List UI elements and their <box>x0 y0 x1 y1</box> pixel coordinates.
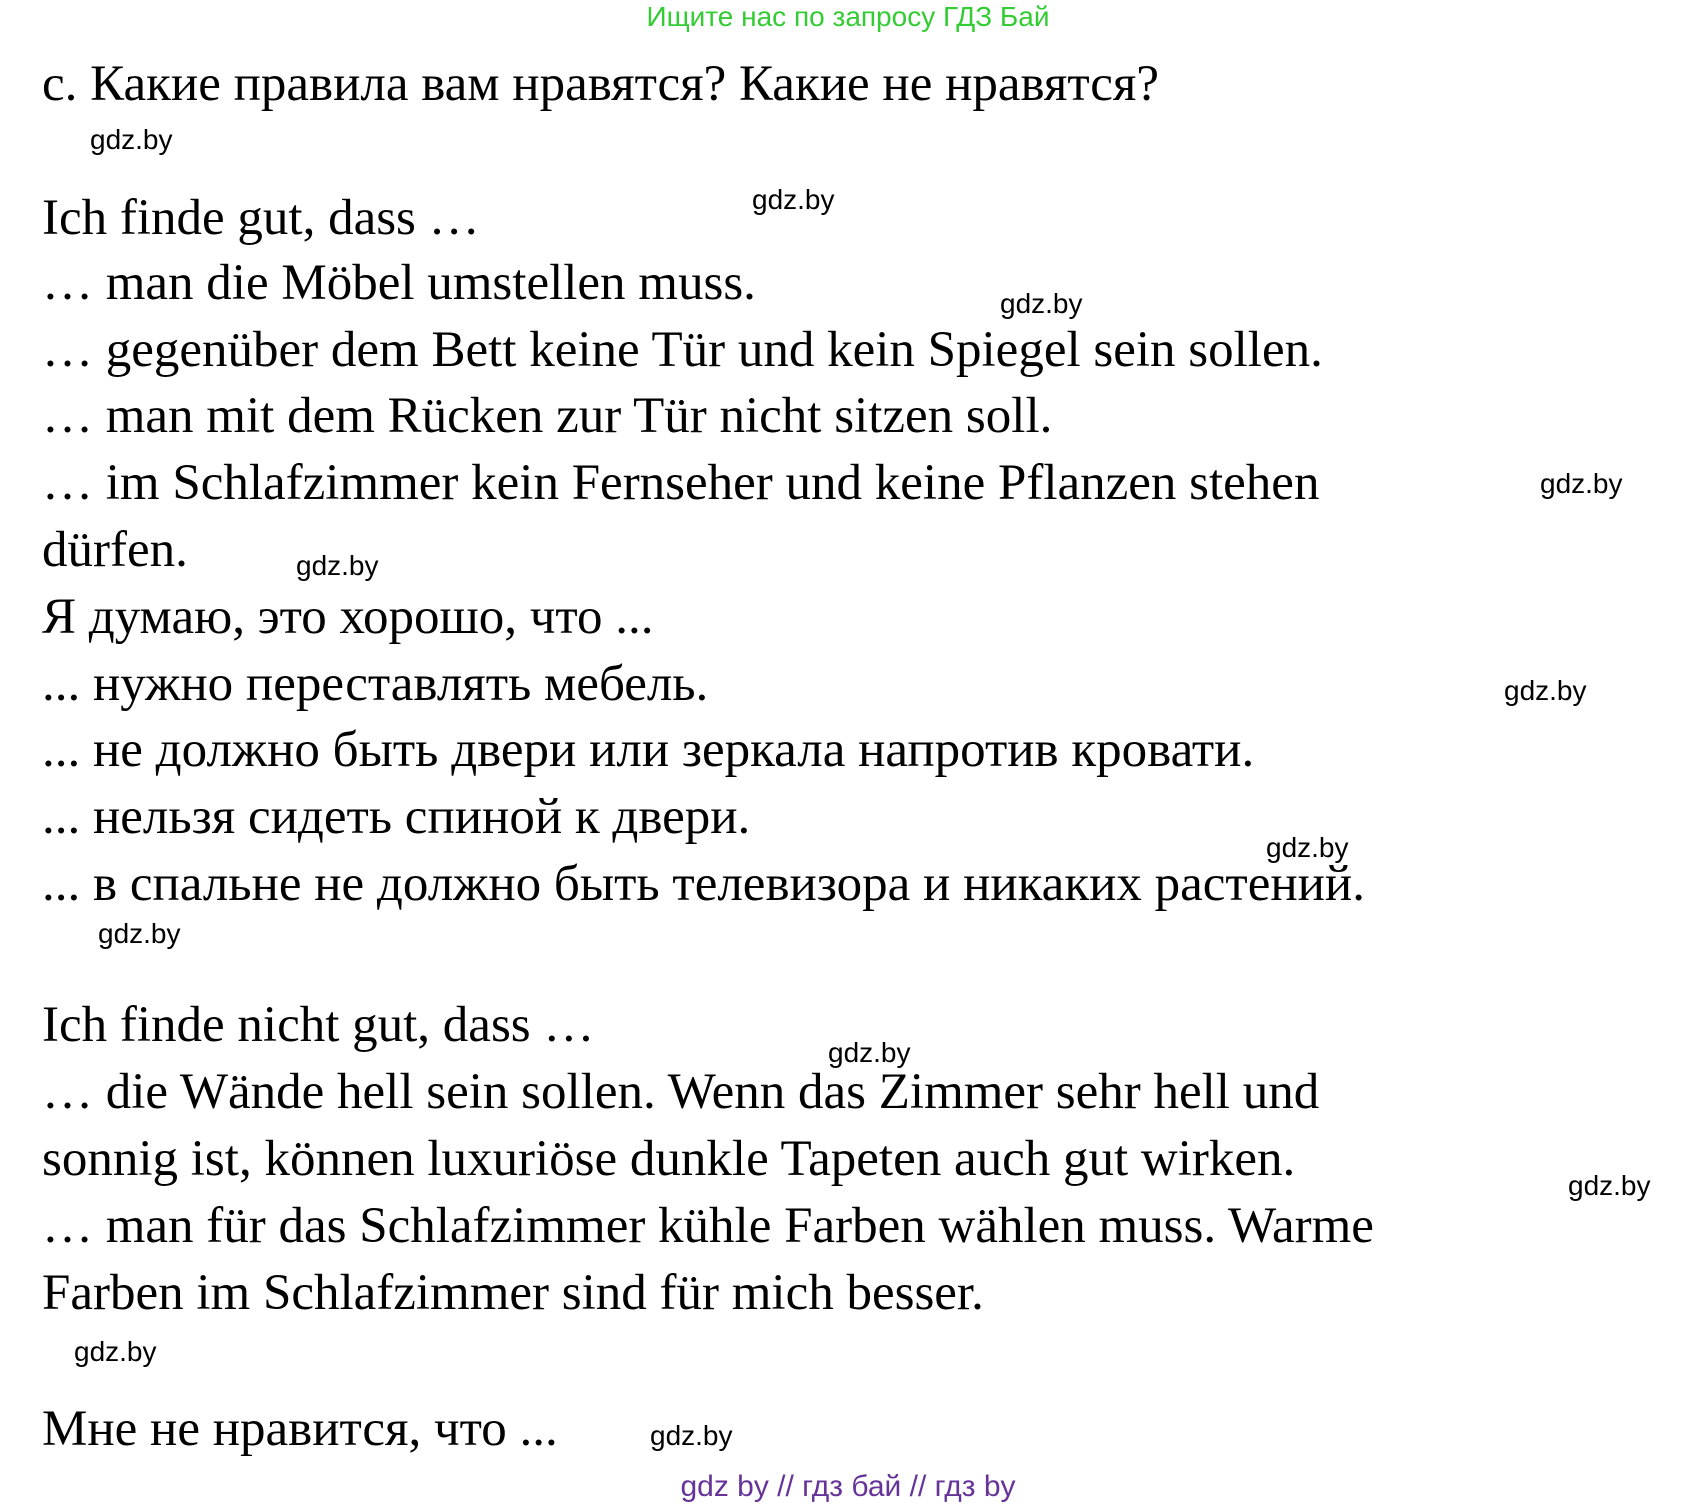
text-line: sonnig ist, können luxuriöse dunkle Tapeten auch gut wirken. <box>42 1131 1296 1187</box>
watermark: gdz.by <box>296 550 379 581</box>
watermark: gdz.by <box>1504 675 1587 706</box>
text-line: … gegenüber dem Bett keine Tür und kein Spiegel sein sollen. <box>42 322 1323 378</box>
text-line: ... нужно переставлять мебель. <box>42 656 709 712</box>
intro-dislike-ru: Мне не нравится, что ... <box>42 1401 558 1457</box>
watermark: gdz.by <box>90 124 173 155</box>
text-line: … man für das Schlafzimmer kühle Farben wählen muss. Warme <box>42 1198 1374 1254</box>
intro-like-de: Ich finde gut, dass … <box>42 190 480 246</box>
intro-dislike-de: Ich finde nicht gut, dass … <box>42 997 595 1053</box>
text-line: Farben im Schlafzimmer sind für mich besser. <box>42 1265 984 1321</box>
watermark: gdz.by <box>650 1420 733 1451</box>
text-line: … die Wände hell sein sollen. Wenn das Zimmer sehr hell und <box>42 1064 1320 1120</box>
watermark: gdz.by <box>98 918 181 949</box>
text-line: … im Schlafzimmer kein Fernseher und keine Pflanzen stehen <box>42 455 1320 511</box>
text-line: … man mit dem Rücken zur Tür nicht sitzen soll. <box>42 388 1053 444</box>
watermark: gdz.by <box>1540 468 1623 499</box>
watermark: gdz.by <box>828 1037 911 1068</box>
text-line: ... не должно быть двери или зеркала напротив кровати. <box>42 722 1255 778</box>
watermark: gdz.by <box>752 184 835 215</box>
text-line: ... в спальне не должно быть телевизора и никаких растений. <box>42 856 1365 912</box>
task-question: с. Какие правила вам нравятся? Какие не нравятся? <box>42 56 1160 112</box>
text-line: … man die Möbel umstellen muss. <box>42 255 756 311</box>
footer-watermark: gdz by // гдз бай // гдз by <box>680 1470 1016 1503</box>
watermark: gdz.by <box>1266 832 1349 863</box>
intro-like-ru: Я думаю, это хорошо, что ... <box>42 589 654 645</box>
text-line: dürfen. <box>42 522 188 578</box>
watermark: gdz.by <box>1568 1170 1651 1201</box>
watermark: gdz.by <box>74 1336 157 1367</box>
search-hint-banner: Ищите нас по запросу ГДЗ Бай <box>646 1 1050 32</box>
text-line: ... нельзя сидеть спиной к двери. <box>42 789 751 845</box>
watermark: gdz.by <box>1000 288 1083 319</box>
